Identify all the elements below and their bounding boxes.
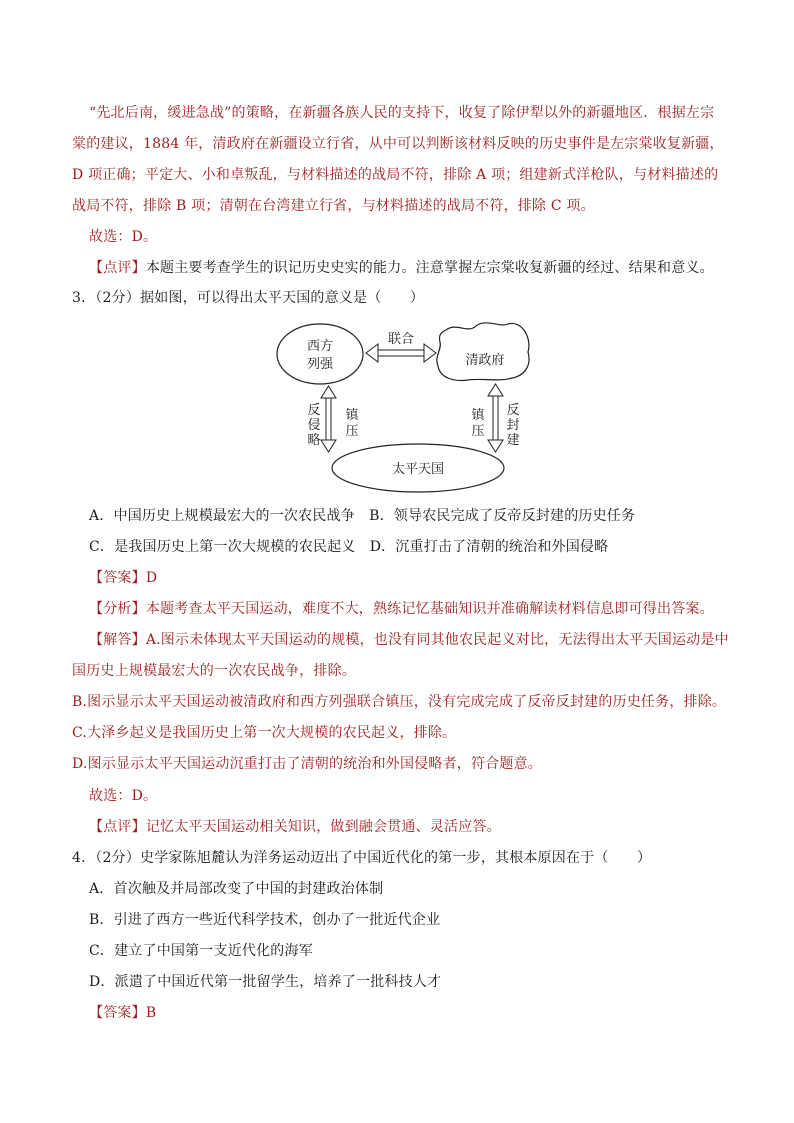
left-down-char-1: 镇	[345, 408, 359, 423]
analysis-line-1: “先北后南，缓进急战”的策略，在新疆各族人民的支持下，收复了除伊犁以外的新疆地区．根据左宗	[89, 105, 715, 121]
alliance-label: 联合	[387, 332, 415, 347]
left-up-char-1: 反	[307, 403, 321, 418]
comment-text: 本题主要考查学生的识记历史史实的能力。注意掌握左宗棠收复新疆的经过、结果和意义。	[145, 260, 714, 276]
left-up-char-2: 侵	[307, 418, 321, 433]
question-4-option-a: A．首次触及并局部改变了中国的封建政治体制	[89, 881, 384, 897]
question-3-solution-line-1	[89, 630, 729, 650]
comment-tag: 【点评】	[89, 260, 146, 276]
right-up-char-1: 反	[506, 403, 520, 418]
solution-tag: 【解答】	[89, 632, 146, 648]
analysis-line-4: 战局不符，排除 B 项；清朝在台湾建立行省，与材料描述的战局不符，排除 C 项。	[72, 198, 595, 214]
question-3-solution-line-5: D.图示显示太平天国运动沉重打击了清朝的统治和外国侵略者，符合题意。	[72, 756, 542, 772]
answer-tag: 【答案】	[89, 570, 146, 586]
question-4-option-d: D．派遣了中国近代第一批留学生，培养了一批科技人才	[89, 974, 442, 990]
question-3-solution-line-3: B.图示显示太平天国运动被清政府和西方列强联合镇压，没有完成完成了反帝反封建的历史任务，排除。	[72, 694, 727, 710]
right-double-arrow	[488, 384, 503, 452]
question-4-option-c: C．建立了中国第一支近代化的海军	[89, 943, 313, 959]
right-up-char-3: 建	[506, 433, 520, 448]
west-powers-ellipse	[277, 324, 363, 384]
analysis-text: 本题考查太平天国运动，难度不大，熟练记忆基础知识并准确解读材料信息即可得出答案。	[145, 601, 714, 617]
answer-value: D	[145, 570, 158, 586]
right-down-char-2: 压	[471, 424, 485, 439]
question-3-analysis	[89, 599, 714, 619]
left-down-char-2: 压	[345, 424, 359, 439]
answer-value-4: B	[145, 1005, 157, 1021]
question-4-option-b: B．引进了西方一些近代科学技术，创办了一批近代企业	[89, 912, 441, 928]
question-4-answer	[89, 1003, 156, 1023]
question-3-answer	[89, 568, 157, 588]
right-down-char-1: 镇	[471, 408, 485, 423]
taiping-relationship-diagram	[270, 316, 538, 496]
qing-government-label: 清政府	[465, 353, 505, 368]
right-up-char-2: 封	[506, 418, 520, 433]
question-3-comment	[89, 817, 501, 837]
comment-text-3: 记忆太平天国运动相关知识，做到融会贯通、灵活应答。	[145, 819, 501, 835]
analysis-tag: 【分析】	[89, 601, 146, 617]
left-double-arrow	[321, 386, 336, 452]
analysis-line-3: D 项正确；平定大、小和卓叛乱，与材料描述的战局不符，排除 A 项；组建新式洋枪队，与材料描述的	[72, 167, 719, 183]
question-3-choose: 故选：D。	[89, 788, 158, 804]
west-powers-label-1: 西方	[306, 339, 334, 354]
question-3-options-row-2: C．是我国历史上第一次大规模的农民起义 D．沉重打击了清朝的统治和外国侵略	[89, 539, 609, 555]
qing-government-shape	[437, 323, 529, 381]
answer-tag-4: 【答案】	[89, 1005, 146, 1021]
question-3-solution-line-2: 国历史上规模最宏大的一次农民战争，排除。	[72, 663, 356, 679]
question-3-stem: 3．（2分）据如图，可以得出太平天国的意义是（ ）	[72, 290, 425, 306]
question-3-solution-line-4: C.大泽乡起义是我国历史上第一次大规模的农民起义，排除。	[72, 725, 457, 741]
analysis-line-2: 棠的建议，1884 年，清政府在新疆设立行省，从中可以判断该材料反映的历史事件是左宗棠收复新疆，	[72, 136, 724, 152]
west-powers-label-2: 列强	[306, 357, 334, 372]
left-up-char-3: 略	[307, 433, 321, 448]
analysis-choose: 故选：D。	[89, 229, 158, 245]
question-4-stem: 4．（2分）史学家陈旭麓认为洋务运动迈出了中国近代化的第一步，其根本原因在于（ ）	[72, 850, 652, 866]
taiping-label: 太平天国	[391, 462, 445, 477]
comment-line	[89, 258, 714, 278]
solution-text-1: A.图示未体现太平天国运动的规模，也没有同其他农民起义对比，无法得出太平天国运动是中	[145, 632, 729, 648]
comment-tag-3: 【点评】	[89, 819, 146, 835]
question-3-options-row-1: A．中国历史上规模最宏大的一次农民战争 B．领导农民完成了反帝反封建的历史任务	[89, 508, 636, 524]
